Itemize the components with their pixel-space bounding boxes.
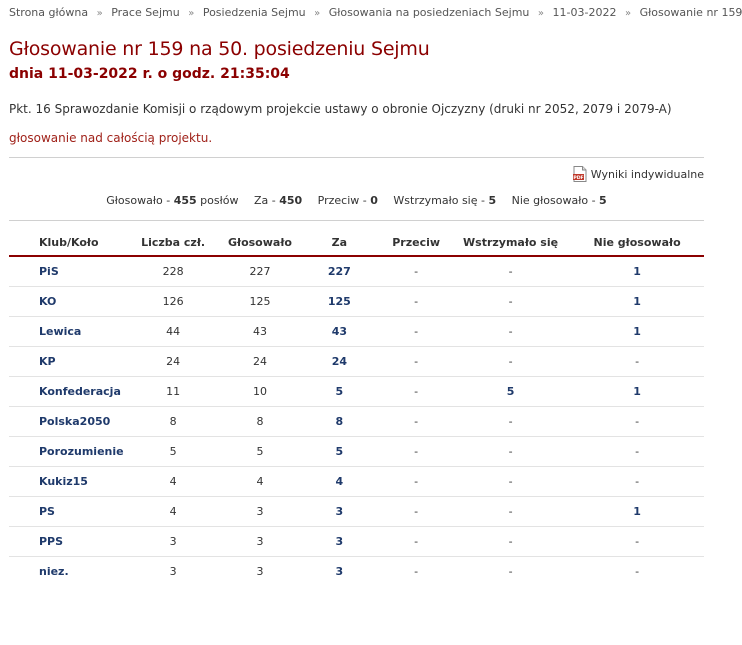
vote-date: dnia 11-03-2022 r. o godz. 21:35:04 <box>9 66 290 82</box>
breadcrumb-date[interactable]: 11-03-2022 <box>552 6 617 19</box>
cell-przeciw: - <box>381 407 451 437</box>
cell-nie-glosowalo: 1 <box>570 256 704 287</box>
results-table <box>9 229 704 586</box>
cell-nie-glosowalo: 1 <box>570 287 704 317</box>
breadcrumb-separator: » <box>537 8 545 19</box>
header-wstrzymalo: Wstrzymało się <box>451 229 570 256</box>
cell-za: 3 <box>297 527 381 557</box>
cell-za: 125 <box>297 287 381 317</box>
cell-przeciw: - <box>381 256 451 287</box>
summary-przeciw-value: 0 <box>370 194 378 207</box>
cell-glosowalo: 10 <box>223 377 298 407</box>
cell-nie-glosowalo: - <box>570 437 704 467</box>
cell-przeciw: - <box>381 317 451 347</box>
page <box>9 0 742 586</box>
table-row <box>9 256 704 287</box>
cell-liczba: 228 <box>124 256 223 287</box>
breadcrumb-prace-sejmu[interactable]: Prace Sejmu <box>111 6 180 19</box>
table-row <box>9 407 704 437</box>
cell-przeciw: - <box>381 287 451 317</box>
cell-nie-glosowalo: - <box>635 565 640 578</box>
cell-club <box>9 287 124 317</box>
wyniki-indywidualne-label: Wyniki indywidualne <box>590 168 704 181</box>
vote-summary <box>9 194 704 207</box>
table-row <box>9 557 704 587</box>
table-row <box>9 437 704 467</box>
summary-przeciw <box>318 194 382 207</box>
cell-club <box>9 527 124 557</box>
cell-nie-glosowalo: 1 <box>570 377 704 407</box>
cell-przeciw: - <box>381 347 451 377</box>
wyniki-indywidualne-link[interactable] <box>573 168 704 181</box>
cell-nie-glosowalo: 1 <box>570 497 704 527</box>
cell-wstrzymalo: - <box>451 347 570 377</box>
cell-liczba: 11 <box>124 377 223 407</box>
cell-za: 3 <box>335 565 344 578</box>
breadcrumb-glosowania[interactable]: Głosowania na posiedzeniach Sejmu <box>328 6 530 19</box>
cell-wstrzymalo: 5 <box>451 377 570 407</box>
header-liczba: Liczba czł. <box>124 229 223 256</box>
summary-nie-glosowalo <box>512 194 607 207</box>
cell-nie-glosowalo: 1 <box>570 317 704 347</box>
cell-club <box>9 497 124 527</box>
club-link[interactable]: KO <box>39 295 57 308</box>
wyniki-row <box>9 167 704 185</box>
club-link[interactable]: KP <box>39 355 56 368</box>
cell-wstrzymalo: - <box>451 527 570 557</box>
summary-glosowalo-value: 455 <box>173 194 197 207</box>
cell-wstrzymalo: - <box>451 467 570 497</box>
summary-przeciw-label: Przeciw - <box>317 194 367 207</box>
cell-za: 227 <box>297 256 381 287</box>
divider <box>9 157 704 158</box>
cell-liczba: 4 <box>124 467 223 497</box>
header-przeciw: Przeciw <box>381 229 451 256</box>
cell-glosowalo: 125 <box>223 287 298 317</box>
summary-za-value: 450 <box>279 194 303 207</box>
breadcrumb-home[interactable]: Strona główna <box>9 6 89 19</box>
club-link[interactable]: PS <box>39 505 55 518</box>
cell-club <box>9 437 124 467</box>
breadcrumb-separator: » <box>188 8 195 19</box>
vote-subtitle: głosowanie nad całością projektu. <box>9 131 213 145</box>
cell-glosowalo: 5 <box>223 437 298 467</box>
cell-club <box>9 256 124 287</box>
breadcrumb-current: Głosowanie nr 159 <box>639 6 742 19</box>
cell-glosowalo: 8 <box>223 407 298 437</box>
club-link[interactable]: Kukiz15 <box>39 475 88 488</box>
table-header-row <box>9 229 704 256</box>
table-row <box>9 527 704 557</box>
cell-przeciw: - <box>381 467 451 497</box>
header-za: Za <box>297 229 381 256</box>
cell-wstrzymalo: - <box>451 317 570 347</box>
cell-glosowalo: 227 <box>223 256 298 287</box>
cell-nie-glosowalo: - <box>570 347 704 377</box>
cell-za: 4 <box>297 467 381 497</box>
cell-liczba: 8 <box>124 407 223 437</box>
breadcrumb-separator: » <box>314 8 321 19</box>
header-klub: Klub/Koło <box>9 229 124 256</box>
cell-club <box>9 557 124 587</box>
table-row <box>9 287 704 317</box>
header-nie-glosowalo: Nie głosowało <box>570 229 704 256</box>
cell-wstrzymalo: - <box>451 287 570 317</box>
cell-nie-glosowalo: - <box>570 527 704 557</box>
table-row <box>9 347 704 377</box>
summary-nie-label: Nie głosowało - <box>511 194 596 207</box>
cell-przeciw: - <box>414 565 419 578</box>
cell-przeciw: - <box>381 377 451 407</box>
table-row <box>9 497 704 527</box>
pdf-icon <box>573 166 587 182</box>
cell-glosowalo: 3 <box>256 565 264 578</box>
cell-liczba: 4 <box>124 497 223 527</box>
summary-za <box>254 194 306 207</box>
table-row <box>9 317 704 347</box>
cell-nie-glosowalo: - <box>570 407 704 437</box>
cell-liczba: 3 <box>169 565 177 578</box>
cell-club <box>9 467 124 497</box>
results-table-body <box>9 256 704 586</box>
cell-club <box>9 347 124 377</box>
summary-za-label: Za - <box>253 194 276 207</box>
club-link[interactable]: niez. <box>39 565 69 578</box>
club-link[interactable]: PPS <box>39 535 64 548</box>
cell-liczba: 44 <box>124 317 223 347</box>
cell-przeciw: - <box>381 497 451 527</box>
cell-glosowalo: 43 <box>223 317 298 347</box>
summary-wstrzymalo <box>393 194 499 207</box>
cell-club <box>9 317 124 347</box>
cell-za: 5 <box>297 377 381 407</box>
cell-za: 43 <box>297 317 381 347</box>
breadcrumb-separator: » <box>624 8 632 19</box>
cell-wstrzymalo: - <box>451 407 570 437</box>
cell-glosowalo: 3 <box>223 527 298 557</box>
cell-nie-glosowalo: - <box>570 467 704 497</box>
club-link[interactable]: PiS <box>39 265 59 278</box>
club-link[interactable]: Polska2050 <box>39 415 111 428</box>
cell-wstrzymalo: - <box>451 256 570 287</box>
cell-liczba: 126 <box>124 287 223 317</box>
cell-glosowalo: 3 <box>223 497 298 527</box>
cell-liczba: 5 <box>124 437 223 467</box>
cell-wstrzymalo: - <box>451 437 570 467</box>
summary-glosowalo-label: Głosowało - <box>106 194 171 207</box>
page-title: Głosowanie nr 159 na 50. posiedzeniu Sejmu <box>9 38 430 60</box>
summary-nie-value: 5 <box>599 194 607 207</box>
cell-glosowalo: 24 <box>223 347 298 377</box>
cell-liczba: 3 <box>124 527 223 557</box>
summary-wstrzymalo-value: 5 <box>488 194 497 207</box>
breadcrumb <box>9 0 742 22</box>
summary-poslow-label: posłów <box>200 194 239 207</box>
cell-glosowalo: 4 <box>223 467 298 497</box>
svg-text:PDF: PDF <box>573 175 584 181</box>
cell-club <box>9 407 124 437</box>
cell-wstrzymalo: - <box>451 497 570 527</box>
club-link[interactable]: Lewica <box>39 325 82 338</box>
breadcrumb-separator: » <box>96 8 103 19</box>
divider <box>9 220 704 221</box>
table-row <box>9 377 704 407</box>
cell-przeciw: - <box>381 437 451 467</box>
cell-przeciw: - <box>381 527 451 557</box>
header-glosowalo: Głosowało <box>223 229 298 256</box>
summary-wstrzymalo-label: Wstrzymało się - <box>393 194 485 207</box>
cell-za: 24 <box>297 347 381 377</box>
cell-club <box>9 377 124 407</box>
club-link[interactable]: Porozumienie <box>39 445 124 458</box>
vote-description: Pkt. 16 Sprawozdanie Komisji o rządowym projekcie ustawy o obronie Ojczyzny (druki nr 2052, 2079 i 2079-A) <box>9 102 672 116</box>
table-row <box>9 467 704 497</box>
summary-glosowalo <box>106 194 242 207</box>
cell-za: 5 <box>297 437 381 467</box>
cell-za: 3 <box>297 497 381 527</box>
breadcrumb-posiedzenia[interactable]: Posiedzenia Sejmu <box>202 6 306 19</box>
cell-liczba: 24 <box>124 347 223 377</box>
club-link[interactable]: Konfederacja <box>39 385 121 398</box>
cell-wstrzymalo: - <box>508 565 513 578</box>
cell-za: 8 <box>297 407 381 437</box>
